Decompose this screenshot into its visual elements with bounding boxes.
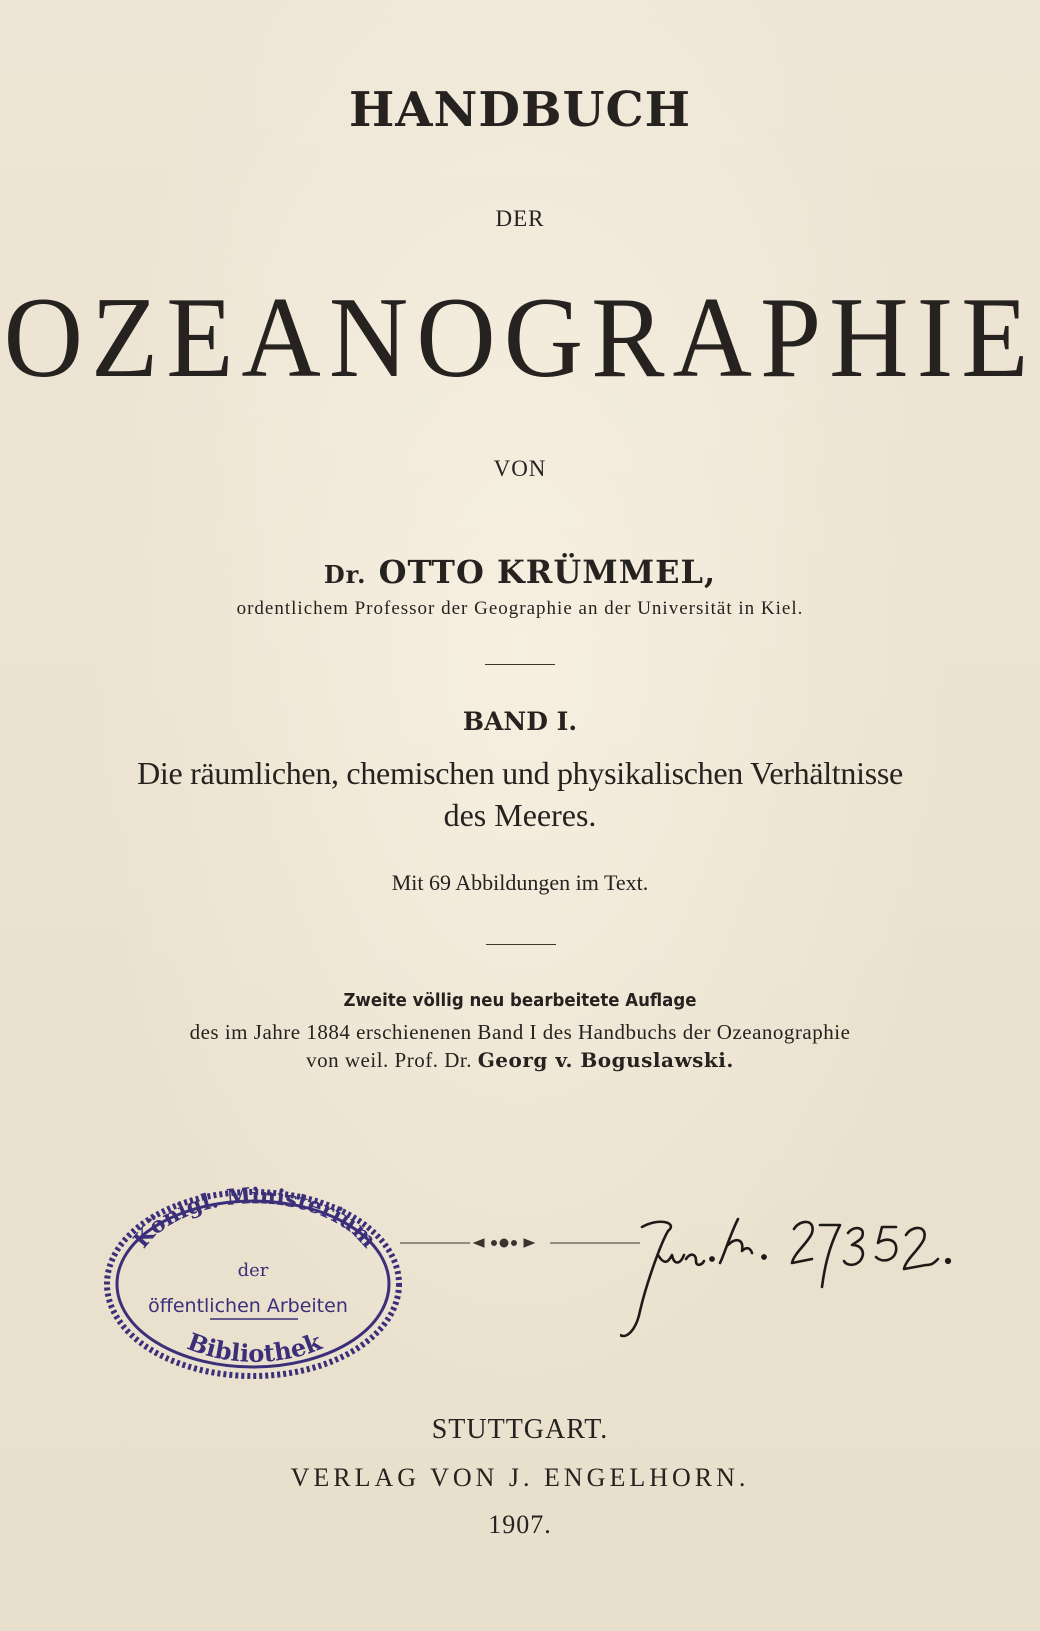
imprint-year: 1907. <box>488 1510 552 1539</box>
imprint-publisher: VERLAG VON J. ENGELHORN. <box>290 1463 750 1492</box>
stamp-text-arbeiten: öffentlichen Arbeiten <box>148 1295 348 1317</box>
edition-label: Zweite völlig neu bearbeitete Auflage <box>343 990 697 1011</box>
edition-note-line-2 <box>0 1048 1040 1073</box>
by-label: VON <box>493 456 547 481</box>
author-name: OTTO KRÜMMEL, <box>378 553 717 591</box>
subtitle-line-2: des Meeres. <box>443 797 597 833</box>
volume-label: BAND I. <box>462 707 578 736</box>
author-prefix: Dr. <box>323 560 367 589</box>
library-stamp <box>98 1184 408 1384</box>
title-handbuch: HANDBUCH <box>348 82 692 138</box>
edition-note-line-1: des im Jahre 1884 erschienenen Band I des Handbuchs der Ozeanographie <box>189 1020 851 1044</box>
subtitle-line-1: Die räumlichen, chemischen und physikalischen Verhältnisse <box>137 755 903 791</box>
edition-note-name: Georg v. Boguslawski. <box>477 1048 734 1072</box>
imprint-city: STUTTGART. <box>431 1414 609 1445</box>
stamp-text-top: Königl. Ministerium <box>128 1184 382 1254</box>
stamp-text-bottom: Bibliothek <box>183 1326 326 1368</box>
author-name-line <box>0 553 1040 591</box>
title-ozeanographie: OZEANOGRAPHIE <box>3 272 1037 402</box>
divider-rule-bottom <box>486 944 556 945</box>
handwritten-inventory-note <box>620 1215 970 1355</box>
divider-rule-top <box>485 664 555 665</box>
title-der: DER <box>495 206 545 231</box>
edition-note-prefix: von weil. Prof. Dr. <box>306 1048 472 1072</box>
illustrations-note: Mit 69 Abbildungen im Text. <box>391 870 649 895</box>
stamp-text-der: der <box>237 1260 269 1281</box>
author-affiliation: ordentlichem Professor der Geographie an der Universität in Kiel. <box>236 598 804 619</box>
